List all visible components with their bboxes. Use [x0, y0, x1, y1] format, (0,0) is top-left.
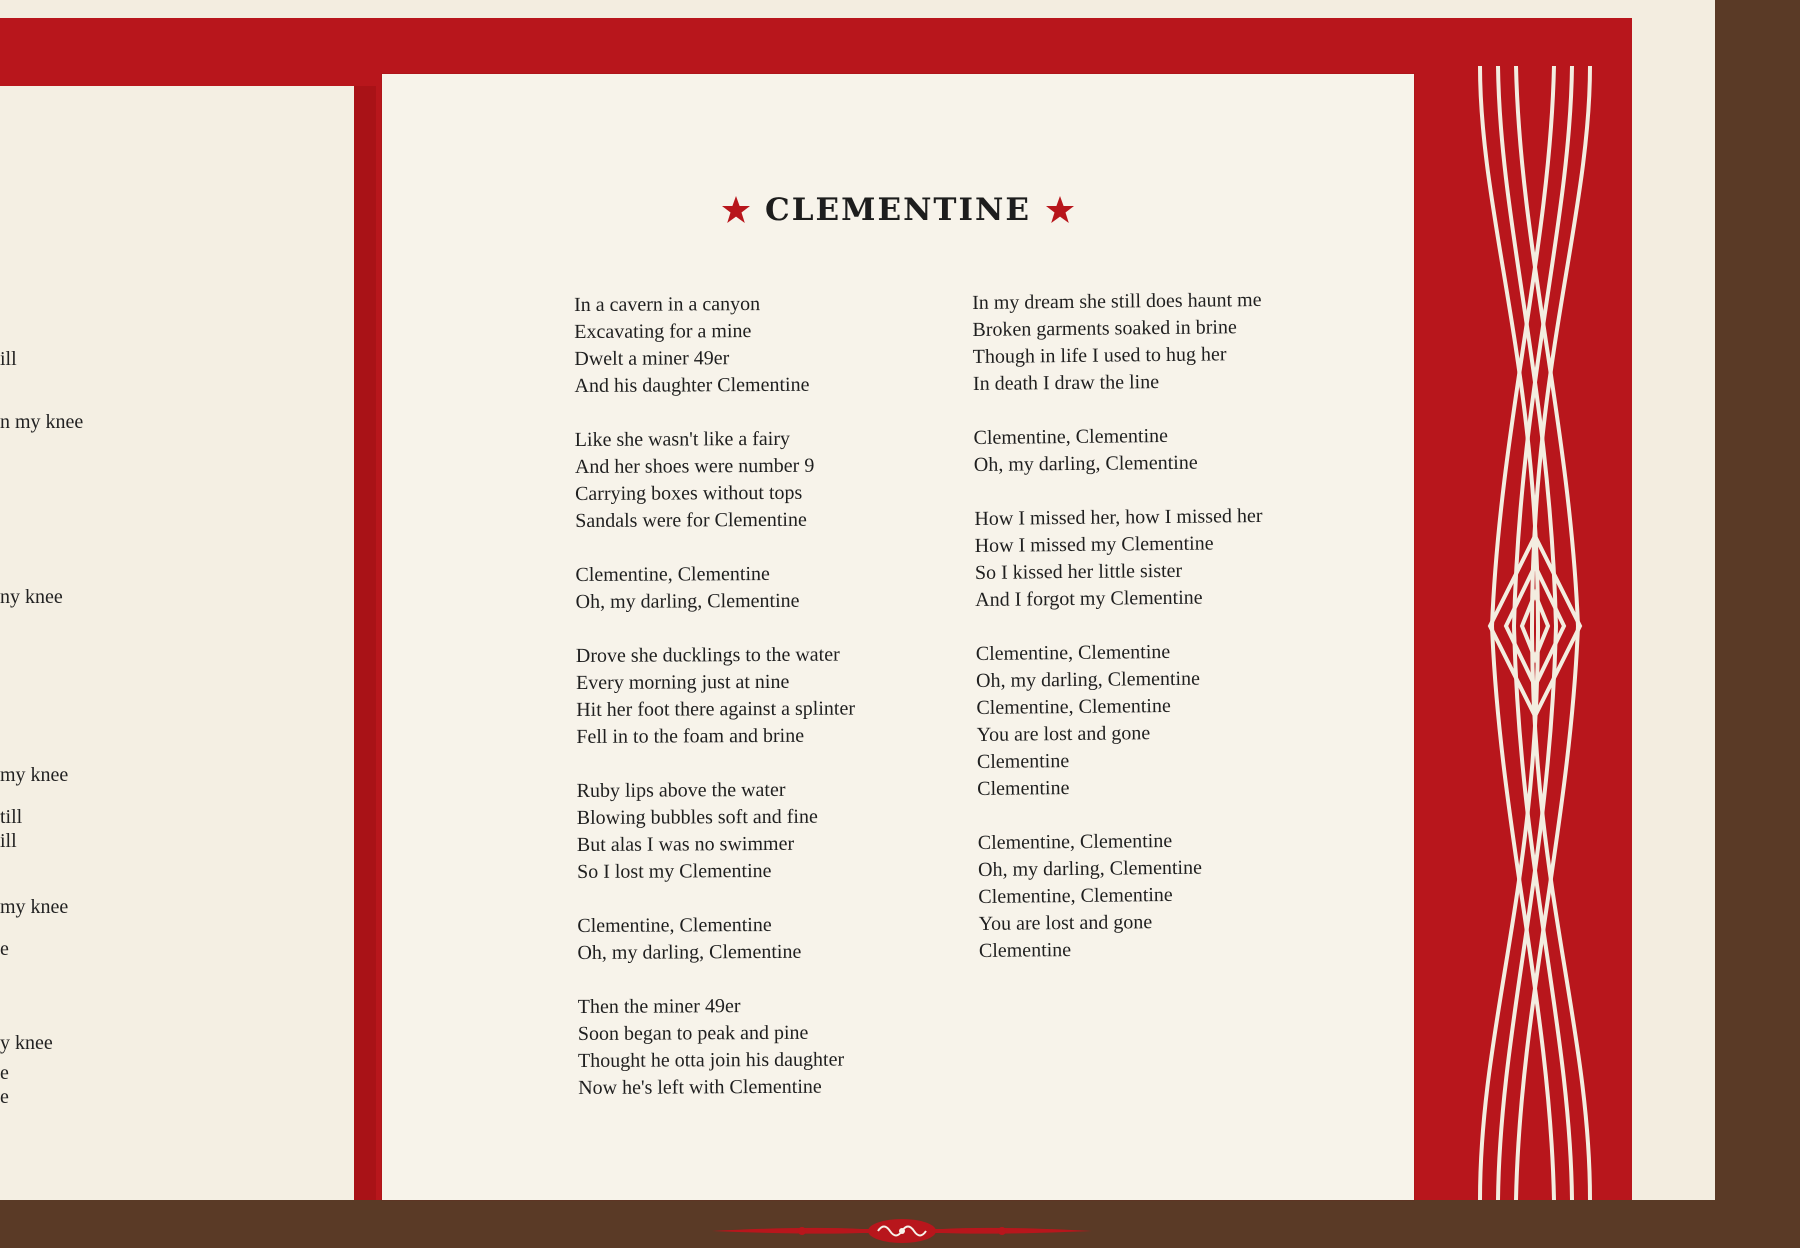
lyric-line: And I forgot my Clementine: [975, 586, 1203, 611]
lyric-line: Oh, my darling, Clementine: [973, 451, 1198, 476]
lyric-line: Clementine: [978, 938, 1072, 962]
adjacent-text-fragment: my knee: [0, 896, 69, 918]
adjacent-text-fragment: n my knee: [0, 411, 84, 433]
lyric-line: Clementine, Clementine: [575, 562, 770, 586]
adjacent-text-fragment: e: [0, 938, 9, 960]
lyrics-stanza: [972, 287, 1263, 398]
lyric-line: Clementine, Clementine: [977, 829, 1173, 854]
lyrics-stanza: [574, 291, 853, 400]
lyrics-stanza: [575, 426, 854, 535]
lyric-line: Fell in to the foam and brine: [576, 724, 805, 748]
lyric-line: Clementine: [977, 777, 1070, 800]
adjacent-page-panel: [0, 86, 354, 1200]
lyrics-stanza: [973, 422, 1263, 479]
lyric-line: Hit her foot there against a splinter: [576, 697, 856, 721]
lyrics-panel: [382, 74, 1414, 1200]
red-divider-stripe: [354, 86, 376, 1200]
lyric-line: You are lost and gone: [976, 722, 1151, 746]
title-row: [382, 192, 1414, 228]
lyric-line: Excavating for a mine: [574, 320, 752, 343]
lyric-line: Dwelt a miner 49er: [574, 347, 730, 370]
lyric-line: Sandals were for Clementine: [575, 508, 807, 532]
lyric-line: How I missed her, how I missed her: [974, 504, 1263, 530]
adjacent-text-fragment: e: [0, 1062, 9, 1084]
page-title: CLEMENTINE: [765, 192, 1031, 228]
lyric-line: And his daughter Clementine: [574, 373, 810, 397]
lyric-line: So I kissed her little sister: [974, 559, 1183, 584]
adjacent-text-fragment: e: [0, 1086, 9, 1108]
adjacent-text-fragment: ill: [0, 830, 17, 852]
adjacent-text-fragment: my knee: [0, 764, 69, 786]
lyrics-stanza: [974, 503, 1265, 614]
lyric-line: Clementine, Clementine: [978, 883, 1173, 908]
lyrics-column-left: [574, 291, 857, 1129]
lyrics-stanza: [575, 561, 854, 616]
lyric-line: Every morning just at nine: [575, 670, 790, 694]
lyric-line: Drove she ducklings to the water: [575, 643, 840, 667]
lyrics-stanza: [576, 642, 855, 751]
adjacent-text-fragment: till: [0, 806, 23, 828]
lyric-line: And her shoes were number 9: [574, 454, 815, 478]
lyric-line: In death I draw the line: [972, 371, 1160, 395]
scroll-divider-ornament: [712, 1214, 1092, 1248]
lyric-line: Oh, my darling, Clementine: [575, 589, 800, 613]
lyric-line: Like she wasn't like a fairy: [574, 427, 791, 451]
lyrics-stanza: [577, 912, 856, 967]
lyrics-stanza: [578, 993, 857, 1102]
lyrics-stanza: [978, 827, 1269, 965]
lyric-line: Now he's left with Clementine: [578, 1075, 822, 1099]
lyric-line: Clementine, Clementine: [975, 640, 1171, 665]
lyric-line: Ruby lips above the water: [576, 778, 786, 802]
lyric-line: In my dream she still does haunt me: [972, 288, 1262, 314]
lyric-line: But alas I was no swimmer: [576, 832, 795, 856]
lyric-line: You are lost and gone: [978, 911, 1153, 935]
lyrics-column-right: [972, 287, 1269, 992]
lyric-line: Then the miner 49er: [577, 995, 741, 1018]
lyrics-stanza: [976, 638, 1267, 803]
adjacent-text-fragment: ny knee: [0, 586, 63, 608]
lyric-line: In a cavern in a canyon: [574, 293, 761, 316]
lyric-line: Oh, my darling, Clementine: [577, 940, 802, 964]
lyric-line: Clementine, Clementine: [976, 694, 1171, 719]
lyrics-stanza: [577, 777, 856, 886]
lyric-line: Though in life I used to hug her: [972, 343, 1227, 368]
lyric-line: Clementine, Clementine: [577, 913, 772, 937]
lyric-line: Oh, my darling, Clementine: [975, 667, 1201, 692]
lyric-line: Oh, my darling, Clementine: [977, 856, 1203, 881]
lyric-line: Clementine, Clementine: [973, 424, 1169, 449]
adjacent-text-fragment: y knee: [0, 1032, 53, 1054]
lyric-line: So I lost my Clementine: [576, 859, 772, 883]
star-icon: [721, 195, 751, 225]
lyric-line: Soon began to peak and pine: [577, 1021, 809, 1045]
lyric-line: Blowing bubbles soft and fine: [576, 805, 818, 829]
decorative-border-ornament: [1460, 66, 1610, 1200]
lyric-line: Carrying boxes without tops: [575, 481, 803, 505]
lyric-line: Clementine: [976, 750, 1070, 773]
adjacent-text-fragment: ill: [0, 348, 17, 370]
lyric-line: Thought he otta join his daughter: [577, 1048, 845, 1072]
lyric-line: Broken garments soaked in brine: [972, 316, 1237, 341]
lyric-line: How I missed my Clementine: [974, 532, 1214, 557]
star-icon: [1045, 195, 1075, 225]
